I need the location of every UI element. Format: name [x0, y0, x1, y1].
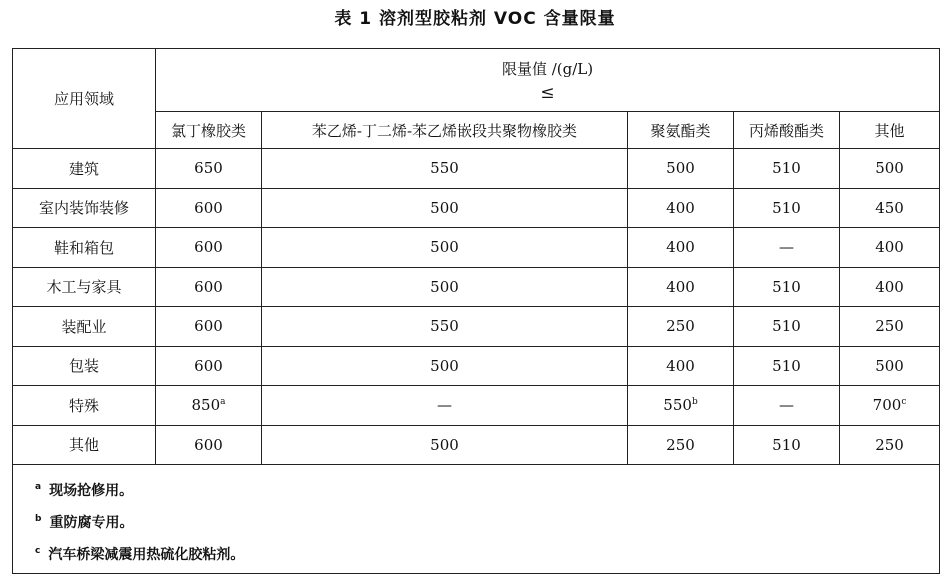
footnote: $^c$ 汽车桥梁减震用热硫化胶粘剂。: [35, 546, 245, 563]
value-cell: [156, 149, 262, 189]
footnote-mark: c: [901, 397, 907, 408]
header-row-1: [13, 49, 940, 112]
value-cell: [840, 267, 940, 307]
value-cell: [734, 346, 840, 386]
value-text: —: [779, 238, 794, 257]
table-row: [13, 267, 940, 307]
value-text: 510: [772, 356, 801, 375]
value-cell: [156, 425, 262, 465]
value-text: 510: [772, 159, 801, 178]
value-cell: [262, 228, 628, 268]
table-row: [13, 346, 940, 386]
value-cell: [628, 149, 734, 189]
value-text: 600: [194, 277, 223, 296]
value-cell: [628, 346, 734, 386]
value-text: 250: [666, 435, 695, 454]
value-text: 510: [772, 435, 801, 454]
table-row: [13, 425, 940, 465]
value-cell: [734, 267, 840, 307]
value-cell: [840, 149, 940, 189]
field-cell: 其他: [13, 425, 156, 465]
value-cell: [840, 346, 940, 386]
footnote-mark: a: [220, 397, 226, 408]
value-text: 600: [194, 198, 223, 217]
field-cell: 鞋和箱包: [13, 228, 156, 268]
value-text: 500: [430, 435, 459, 454]
footnote: $^a$ 现场抢修用。: [35, 482, 134, 499]
limit-symbol: ≤: [540, 82, 555, 103]
value-text: 400: [875, 238, 904, 257]
value-cell: [156, 307, 262, 347]
column-header: 其他: [840, 112, 940, 149]
value-cell: [262, 188, 628, 228]
value-cell: [840, 307, 940, 347]
field-cell: 木工与家具: [13, 267, 156, 307]
table-row: [13, 149, 940, 189]
value-cell: [262, 149, 628, 189]
value-text: 250: [875, 317, 904, 336]
field-cell: 建筑: [13, 149, 156, 189]
value-text: 600: [194, 356, 223, 375]
field-cell: 室内装饰装修: [13, 188, 156, 228]
value-text: 500: [875, 159, 904, 178]
value-cell: [734, 307, 840, 347]
value-cell: [156, 267, 262, 307]
value-cell: [156, 386, 262, 426]
field-cell: 装配业: [13, 307, 156, 347]
value-cell: [734, 425, 840, 465]
footnote: $^b$ 重防腐专用。: [35, 514, 134, 531]
field-cell: 特殊: [13, 386, 156, 426]
value-cell: [262, 346, 628, 386]
column-header: 丙烯酸酯类: [734, 112, 840, 149]
value-text: 510: [772, 277, 801, 296]
notes-row: [13, 465, 940, 574]
limit-header: [156, 49, 940, 112]
value-text: —: [437, 396, 452, 415]
value-text: 500: [430, 238, 459, 257]
value-cell: [734, 386, 840, 426]
voc-limit-table: [12, 48, 940, 574]
value-cell: [628, 307, 734, 347]
value-cell: [628, 386, 734, 426]
value-text: 400: [666, 277, 695, 296]
limit-label: 限量值 /(g/L): [501, 59, 594, 78]
value-text: 550: [430, 317, 459, 336]
value-text: 400: [666, 356, 695, 375]
value-text: 600: [194, 435, 223, 454]
value-text: 250: [875, 435, 904, 454]
value-text: 500: [666, 159, 695, 178]
value-text: 500: [430, 198, 459, 217]
value-text: 510: [772, 317, 801, 336]
value-cell: [628, 228, 734, 268]
value-text: 650: [194, 159, 223, 178]
column-header: 氯丁橡胶类: [156, 112, 262, 149]
table-title: 表 1 溶剂型胶粘剂 VOC 含量限量: [334, 9, 616, 29]
value-text: 450: [875, 198, 904, 217]
value-text: 400: [666, 238, 695, 257]
table-row: [13, 188, 940, 228]
value-cell: [840, 386, 940, 426]
value-text: —: [779, 396, 794, 415]
value-text: 400: [875, 277, 904, 296]
value-cell: [156, 346, 262, 386]
column-header: 聚氨酯类: [628, 112, 734, 149]
value-cell: [734, 228, 840, 268]
value-cell: [840, 188, 940, 228]
value-text: 510: [772, 198, 801, 217]
value-text: 550: [663, 396, 692, 415]
value-text: 500: [875, 356, 904, 375]
value-cell: [734, 188, 840, 228]
value-text: 600: [194, 238, 223, 257]
table-row: [13, 386, 940, 426]
field-header: 应用领域: [13, 49, 156, 149]
column-header: 苯乙烯-丁二烯-苯乙烯嵌段共聚物橡胶类: [262, 112, 628, 149]
value-text: 500: [430, 277, 459, 296]
value-cell: [262, 386, 628, 426]
table-row: [13, 228, 940, 268]
value-cell: [156, 188, 262, 228]
table-row: [13, 307, 940, 347]
value-cell: [262, 307, 628, 347]
value-cell: [840, 228, 940, 268]
value-text: 850: [191, 396, 221, 415]
field-cell: 包装: [13, 346, 156, 386]
value-cell: [840, 425, 940, 465]
value-text: 700: [872, 396, 902, 415]
value-cell: [628, 188, 734, 228]
value-text: 400: [666, 198, 695, 217]
value-text: 250: [666, 317, 695, 336]
value-cell: [628, 267, 734, 307]
value-cell: [262, 425, 628, 465]
footnote-mark: b: [691, 397, 698, 408]
value-text: 500: [430, 356, 459, 375]
value-cell: [156, 228, 262, 268]
value-text: 550: [430, 159, 459, 178]
value-cell: [628, 425, 734, 465]
value-text: 600: [194, 317, 223, 336]
value-cell: [262, 267, 628, 307]
notes-cell: [13, 465, 940, 574]
value-cell: [734, 149, 840, 189]
